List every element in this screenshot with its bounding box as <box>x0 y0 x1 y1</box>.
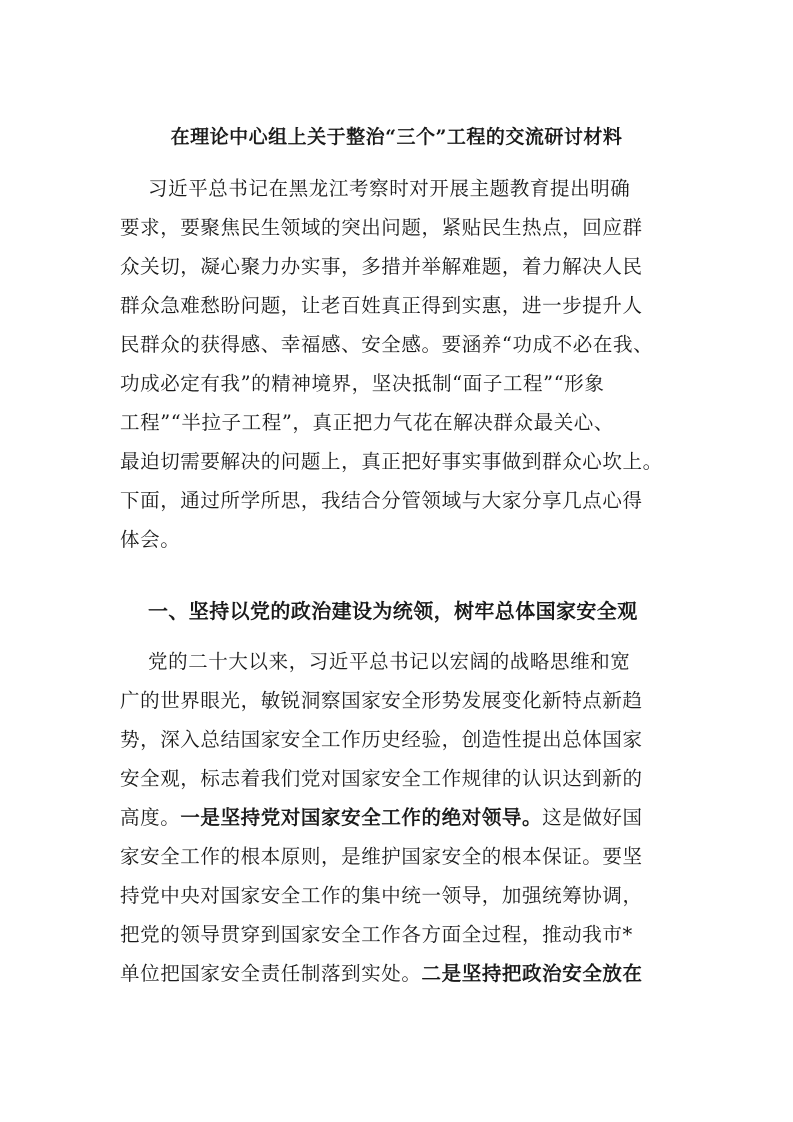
point-2-bold-text: 二是坚持把政治安全放在 <box>421 962 643 985</box>
section-1-line-8: 把党的领导贯穿到国家安全工作各方面全过程，推动我市* <box>120 923 633 946</box>
section-1-line-2: 广的世界眼光，敏锐洞察国家安全形势发展变化新特点新趋 <box>120 689 643 712</box>
intro-line-1: 习近平总书记在黑龙江考察时对开展主题教育提出明确 <box>148 177 631 200</box>
section-1-line-5 <box>120 803 690 833</box>
section-1-line-4: 安全观，标志着我们党对国家安全工作规律的认识达到新的 <box>120 767 643 790</box>
section-1-heading: 一、坚持以党的政治建设为统领，树牢总体国家安全观 <box>148 599 638 623</box>
intro-line-2: 要求，要聚焦民生领域的突出问题，紧贴民生热点，回应群 <box>120 216 643 239</box>
line-5-tail-text: 这是做好国 <box>542 806 643 829</box>
intro-line-8: 最迫切需要解决的问题上，真正把好事实事做到群众心坎上。 <box>120 450 663 473</box>
section-1-line-6: 家安全工作的根本原则，是维护国家安全的根本保证。要坚 <box>120 845 643 868</box>
section-1-line-9 <box>120 959 690 989</box>
section-1-line-7: 持党中央对国家安全工作的集中统一领导，加强统筹协调， <box>120 884 643 907</box>
intro-line-3: 众关切，凝心聚力办实事，多措并举解难题，着力解决人民 <box>120 255 643 278</box>
intro-line-7: 工程”“半拉子工程”，真正把力气花在解决群众最关心、 <box>120 411 615 434</box>
intro-line-9: 下面，通过所学所思，我结合分管领域与大家分享几点心得 <box>120 489 643 512</box>
intro-line-6: 功成必定有我”的精神境界，坚决抵制“面子工程”“形象 <box>120 372 605 395</box>
intro-line-5: 民群众的获得感、幸福感、安全感。要涵养“功成不必在我、 <box>120 333 654 356</box>
point-1-bold-text: 一是坚持党对国家安全工作的绝对领导。 <box>180 806 543 829</box>
line-5-plain-text: 高度。 <box>120 806 181 829</box>
section-1-line-3: 势，深入总结国家安全工作历史经验，创造性提出总体国家 <box>120 728 643 751</box>
intro-line-4: 群众急难愁盼问题，让老百姓真正得到实惠，进一步提升人 <box>120 294 643 317</box>
document-title: 在理论中心组上关于整治“三个”工程的交流研讨材料 <box>170 126 623 148</box>
intro-line-10: 体会。 <box>120 528 181 551</box>
line-9-plain-text: 单位把国家安全责任制落到实处。 <box>120 962 422 985</box>
section-1-line-1: 党的二十大以来，习近平总书记以宏阔的战略思维和宽 <box>148 650 631 673</box>
